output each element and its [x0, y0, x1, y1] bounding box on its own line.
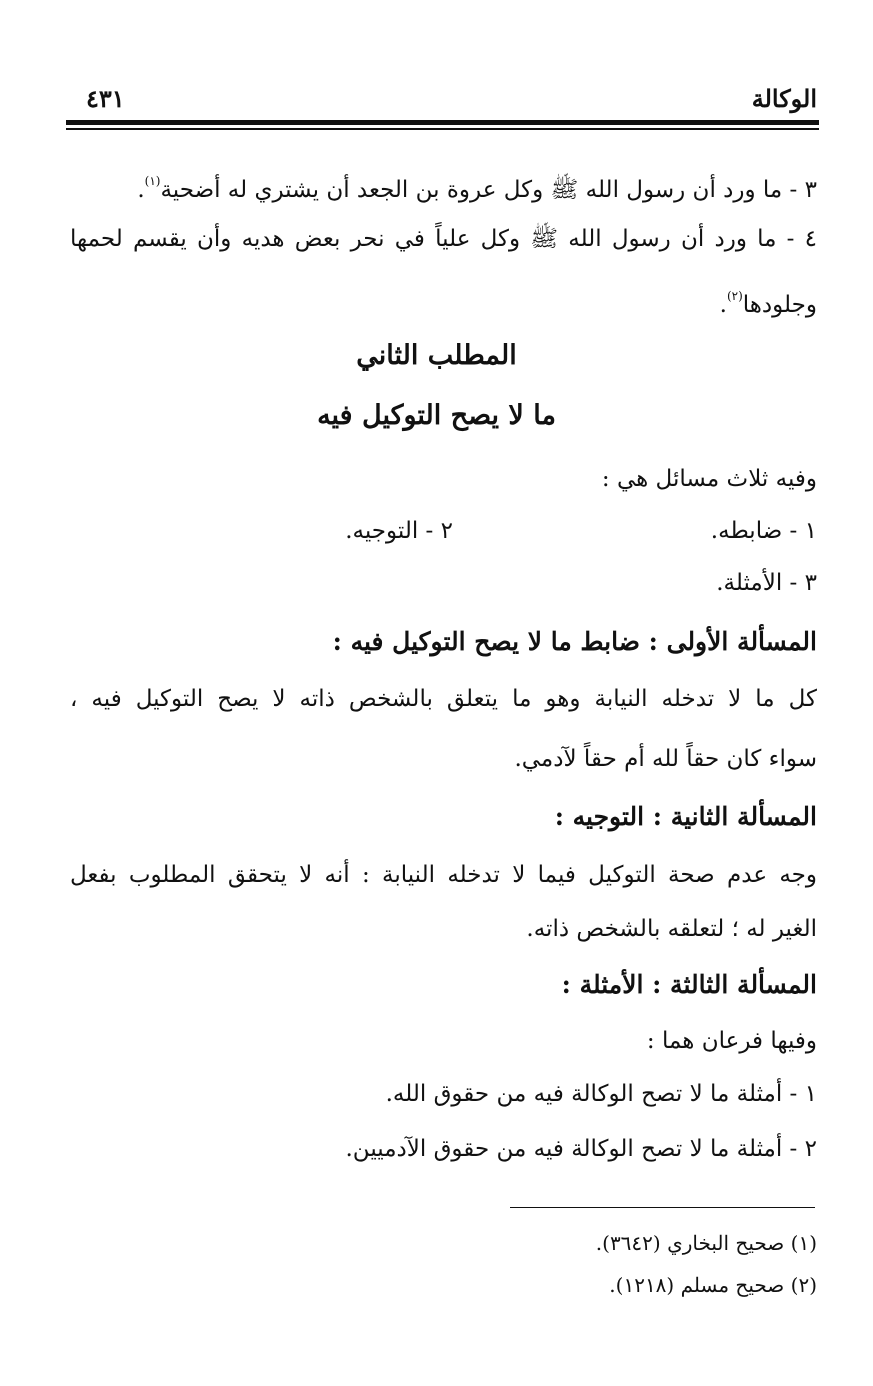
footnote-ref-1[interactable]: (١) — [144, 174, 161, 188]
footnote-2: (٢) صحيح مسلم (١٢١٨). — [609, 1273, 817, 1297]
question-2-heading: المسألة الثانية : التوجيه : — [554, 802, 817, 831]
question-2-line-2: الغير له ؛ لتعلقه بالشخص ذاته. — [526, 916, 817, 942]
list-item-1: ١ - ضابطه. — [710, 518, 817, 544]
list-item-3-examples: ٣ - الأمثلة. — [716, 570, 817, 596]
header-rule-thick — [66, 120, 819, 125]
running-header-title: الوكالة — [751, 84, 817, 113]
header-rule-thin — [66, 128, 819, 130]
list-item-4-line-2-text: وجلودها — [742, 292, 817, 318]
footnote-separator — [510, 1207, 815, 1208]
question-1-line-1: كل ما لا تدخله النيابة وهو ما يتعلق بالشخص ذاته لا يصح التوكيل فيه ، — [70, 686, 817, 712]
question-3-heading: المسألة الثالثة : الأمثلة : — [561, 970, 817, 999]
question-2-line-1: وجه عدم صحة التوكيل فيما لا تدخله النيابة : أنه لا يتحقق المطلوب بفعل — [70, 862, 817, 888]
question-1-line-2: سواء كان حقاً لله أم حقاً لآدمي. — [514, 746, 817, 772]
intro-text: وفيه ثلاث مسائل هي : — [601, 466, 817, 492]
question-3-item-2: ٢ - أمثلة ما لا تصح الوكالة فيه من حقوق الآدميين. — [345, 1136, 817, 1162]
section-title: ما لا يصح التوكيل فيه — [317, 400, 556, 431]
list-item-3-end: . — [137, 177, 145, 203]
page-number: ٤٣١ — [86, 84, 125, 113]
list-item-4-line-2 — [720, 279, 817, 322]
list-item-4-end: . — [719, 292, 727, 318]
question-3-item-1: ١ - أمثلة ما لا تصح الوكالة فيه من حقوق الله. — [385, 1081, 817, 1107]
list-item-3-text: ٣ - ما ورد أن رسول الله ﷺ وكل عروة بن الجعد أن يشتري له أضحية — [160, 177, 817, 203]
question-1-heading: المسألة الأولى : ضابط ما لا يصح التوكيل فيه : — [332, 627, 817, 656]
section-heading: المطلب الثاني — [356, 340, 517, 371]
list-item-3 — [137, 164, 817, 207]
footnote-ref-2[interactable]: (٢) — [726, 289, 743, 303]
footnote-1: (١) صحيح البخاري (٣٦٤٢). — [595, 1231, 817, 1255]
list-item-4-line-1: ٤ - ما ورد أن رسول الله ﷺ وكل علياً في نحر بعض هديه وأن يقسم لحمها — [70, 226, 817, 252]
list-item-2: ٢ - التوجيه. — [345, 518, 453, 544]
question-3-intro: وفيها فرعان هما : — [646, 1028, 817, 1054]
